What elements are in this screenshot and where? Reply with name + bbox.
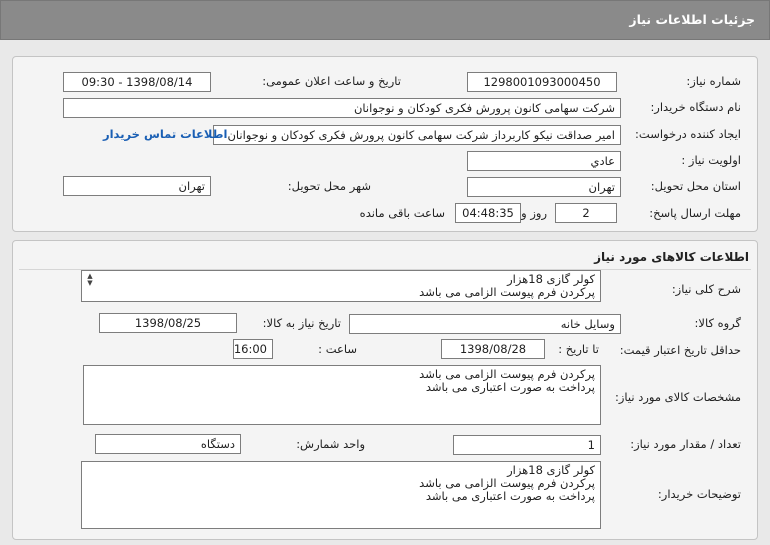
quantity-label: تعداد / مقدار مورد نیاز:: [630, 437, 741, 451]
creator-field[interactable]: امیر صداقت نیکو کاربرداز شرکت سهامی کانون پرورش فکری کودکان و نوجوانان: [213, 125, 621, 145]
time-left-unit-label: ساعت باقی مانده: [359, 206, 445, 220]
unit-field[interactable]: دستگاه: [95, 434, 241, 454]
need-number-label: شماره نیاز:: [686, 74, 741, 88]
goods-info-panel: [12, 240, 758, 540]
buyer-notes-line-1: کولر گازی 18هزار: [507, 463, 595, 477]
priority-field[interactable]: عادي: [467, 151, 621, 171]
buyer-contact-link[interactable]: اطلاعات تماس خریدار: [103, 127, 228, 141]
creator-label: ایجاد کننده درخواست:: [635, 127, 741, 141]
priority-label: اولویت نیاز :: [681, 153, 741, 167]
announce-date-field[interactable]: 1398/08/14 - 09:30: [63, 72, 211, 92]
province-field[interactable]: تهران: [467, 177, 621, 197]
goods-spec-label: مشخصات کالای مورد نیاز:: [614, 390, 741, 404]
hour-field[interactable]: 16:00: [233, 339, 273, 359]
unit-label: واحد شمارش:: [296, 437, 365, 451]
announce-date-label: تاریخ و ساعت اعلان عمومی:: [262, 74, 401, 88]
quantity-field[interactable]: 1: [453, 435, 601, 455]
need-date-field[interactable]: 1398/08/25: [99, 313, 237, 333]
scroll-arrows-icon[interactable]: ▲ ▼: [87, 272, 93, 287]
general-desc-line-2: پرکردن فرم پیوست الزامی می باشد: [419, 285, 595, 299]
to-date-label: تا تاریخ :: [558, 342, 599, 356]
city-field[interactable]: تهران: [63, 176, 211, 196]
days-left-field[interactable]: 2: [555, 203, 617, 223]
need-number-field[interactable]: 1298001093000450: [467, 72, 617, 92]
need-info-panel: [12, 56, 758, 232]
buyer-notes-line-3: پرداخت به صورت اعتباری می باشد: [425, 489, 595, 503]
buyer-notes-line-2: پرکردن فرم پیوست الزامی می باشد: [419, 476, 595, 490]
general-desc-line-1: کولر گازی 18هزار: [507, 272, 595, 286]
province-label: استان محل تحویل:: [650, 179, 741, 193]
city-label: شهر محل تحویل:: [287, 179, 371, 193]
buyer-notes-label: توضیحات خریدار:: [657, 487, 741, 501]
buyer-field[interactable]: شرکت سهامی کانون پرورش فکری کودکان و نوجوانان: [63, 98, 621, 118]
goods-group-field[interactable]: وسایل خانه: [349, 314, 621, 334]
goods-group-label: گروه کالا:: [694, 316, 741, 330]
time-left-field[interactable]: 04:48:35: [455, 203, 521, 223]
general-desc-label: شرح کلی نیاز:: [671, 282, 741, 296]
buyer-label: نام دستگاه خریدار:: [650, 100, 741, 114]
goods-spec-line-2: پرداخت به صورت اعتباری می باشد: [425, 380, 595, 394]
days-unit-label: روز و: [521, 206, 547, 220]
hour-label: ساعت :: [318, 342, 357, 356]
general-desc-field[interactable]: [81, 270, 601, 302]
page-title: جزئیات اطلاعات نیاز: [629, 12, 755, 27]
deadline-label: مهلت ارسال پاسخ:: [649, 206, 741, 220]
goods-spec-field[interactable]: [83, 365, 601, 425]
to-date-field[interactable]: 1398/08/28: [441, 339, 545, 359]
goods-section-title: اطلاعات کالاهای مورد نیاز: [594, 250, 749, 264]
goods-spec-line-1: پرکردن فرم پیوست الزامی می باشد: [419, 367, 595, 381]
need-date-label: تاریخ نیاز به کالا:: [262, 316, 341, 330]
title-bar: [0, 0, 770, 40]
buyer-notes-field[interactable]: [81, 461, 601, 529]
price-validity-label: حداقل تاریخ اعتبار قیمت:: [619, 343, 741, 357]
